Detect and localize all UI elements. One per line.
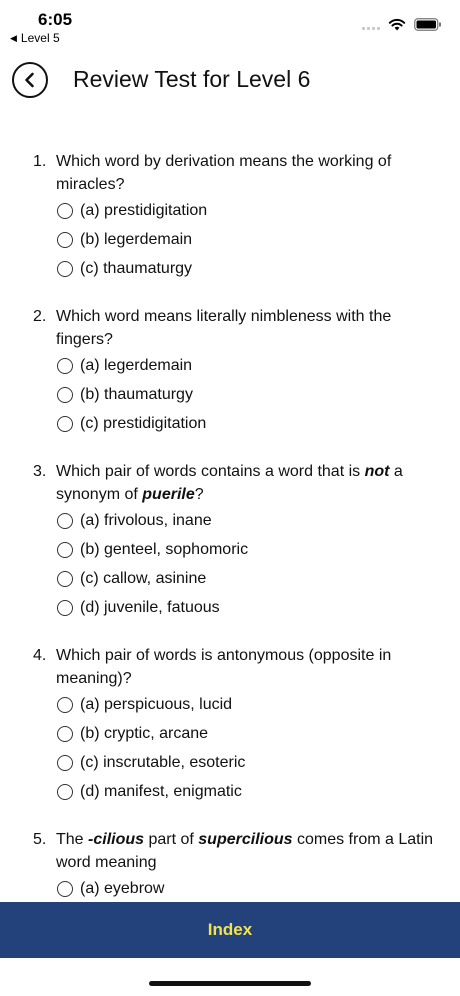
answer-option[interactable]	[0, 225, 460, 254]
answer-option[interactable]	[0, 351, 460, 380]
header	[0, 56, 460, 106]
option-label: (d) manifest, enigmatic	[80, 782, 242, 800]
answer-option[interactable]	[0, 719, 460, 748]
back-button[interactable]	[12, 62, 48, 98]
question-prompt: Which word by derivation means the working of miracles?	[56, 153, 392, 193]
answer-option[interactable]	[0, 535, 460, 564]
answer-option[interactable]	[0, 380, 460, 409]
answer-option[interactable]	[0, 254, 460, 283]
answer-option[interactable]	[0, 748, 460, 777]
option-label: (b) legerdemain	[80, 230, 193, 248]
radio-button-icon[interactable]	[57, 571, 73, 587]
index-button[interactable]	[0, 902, 460, 958]
question-text	[0, 150, 460, 196]
radio-button-icon[interactable]	[57, 542, 73, 558]
option-label: (b) thaumaturgy	[80, 385, 193, 403]
back-to-app-link[interactable]	[10, 31, 60, 45]
question-prompt-part: a synonym of	[56, 463, 403, 503]
radio-button-icon[interactable]	[57, 232, 73, 248]
home-indicator[interactable]	[149, 981, 311, 986]
question-prompt: Which pair of words is antonymous (opposite in meaning)?	[56, 647, 392, 687]
emphasis-text: not	[364, 463, 390, 480]
radio-button-icon[interactable]	[57, 784, 73, 800]
option-label: (c) prestidigitation	[80, 414, 207, 432]
question-number: 3.	[33, 463, 47, 480]
radio-button-icon[interactable]	[57, 203, 73, 219]
back-app-label: Level 5	[20, 31, 60, 45]
question-4	[0, 644, 460, 806]
option-label: (a) frivolous, inane	[80, 511, 212, 529]
question-text	[0, 828, 460, 874]
emphasis-text: puerile	[142, 486, 195, 503]
radio-button-icon[interactable]	[57, 697, 73, 713]
answer-option[interactable]	[0, 874, 460, 900]
option-label: (b) cryptic, arcane	[80, 724, 209, 742]
question-text	[0, 460, 460, 506]
option-label: (a) eyebrow	[80, 879, 165, 897]
question-prompt-part: part of	[144, 831, 199, 848]
question-number: 5.	[33, 831, 47, 848]
wifi-icon	[388, 18, 406, 31]
cellular-signal-icon	[362, 20, 380, 30]
answer-option[interactable]	[0, 506, 460, 535]
question-text	[0, 644, 460, 690]
option-label: (c) callow, asinine	[80, 569, 207, 587]
question-1	[0, 150, 460, 283]
question-prompt-part: ?	[194, 486, 204, 503]
radio-button-icon[interactable]	[57, 755, 73, 771]
radio-button-icon[interactable]	[57, 726, 73, 742]
radio-button-icon[interactable]	[57, 881, 73, 897]
question-prompt-part: The	[56, 831, 89, 848]
question-2	[0, 305, 460, 438]
question-list	[0, 150, 460, 900]
question-number: 2.	[33, 308, 47, 325]
option-label: (d) juvenile, fatuous	[80, 598, 220, 616]
question-prompt: Which word means literally nimbleness with the fingers?	[56, 308, 392, 348]
radio-button-icon[interactable]	[57, 513, 73, 529]
question-text	[0, 305, 460, 351]
question-number: 1.	[33, 153, 47, 170]
question-prompt-part: Which pair of words contains a word that is	[56, 463, 365, 480]
index-label: Index	[207, 920, 253, 939]
radio-button-icon[interactable]	[57, 261, 73, 277]
option-label: (a) legerdemain	[80, 356, 193, 374]
status-indicators	[362, 18, 442, 31]
chevron-left-icon	[23, 72, 37, 88]
answer-option[interactable]	[0, 196, 460, 225]
back-triangle-icon: ◀	[10, 32, 17, 43]
radio-button-icon[interactable]	[57, 600, 73, 616]
question-prompt-part: comes from a Latin word meaning	[56, 831, 434, 871]
answer-option[interactable]	[0, 409, 460, 438]
status-bar	[0, 0, 460, 50]
question-3	[0, 460, 460, 622]
radio-button-icon[interactable]	[57, 416, 73, 432]
status-time: 6:05	[38, 10, 73, 29]
emphasis-text: -cilious	[88, 831, 145, 848]
emphasis-text: supercilious	[198, 831, 293, 848]
question-5	[0, 828, 460, 900]
option-label: (a) perspicuous, lucid	[80, 695, 233, 713]
page-title: Review Test for Level 6	[73, 66, 311, 92]
option-label: (c) thaumaturgy	[80, 259, 193, 277]
answer-option[interactable]	[0, 593, 460, 622]
answer-option[interactable]	[0, 564, 460, 593]
option-label: (a) prestidigitation	[80, 201, 208, 219]
option-label: (b) genteel, sophomoric	[80, 540, 249, 558]
question-number: 4.	[33, 647, 47, 664]
radio-button-icon[interactable]	[57, 358, 73, 374]
radio-button-icon[interactable]	[57, 387, 73, 403]
option-label: (c) inscrutable, esoteric	[80, 753, 246, 771]
answer-option[interactable]	[0, 777, 460, 806]
battery-icon	[414, 18, 442, 31]
answer-option[interactable]	[0, 690, 460, 719]
